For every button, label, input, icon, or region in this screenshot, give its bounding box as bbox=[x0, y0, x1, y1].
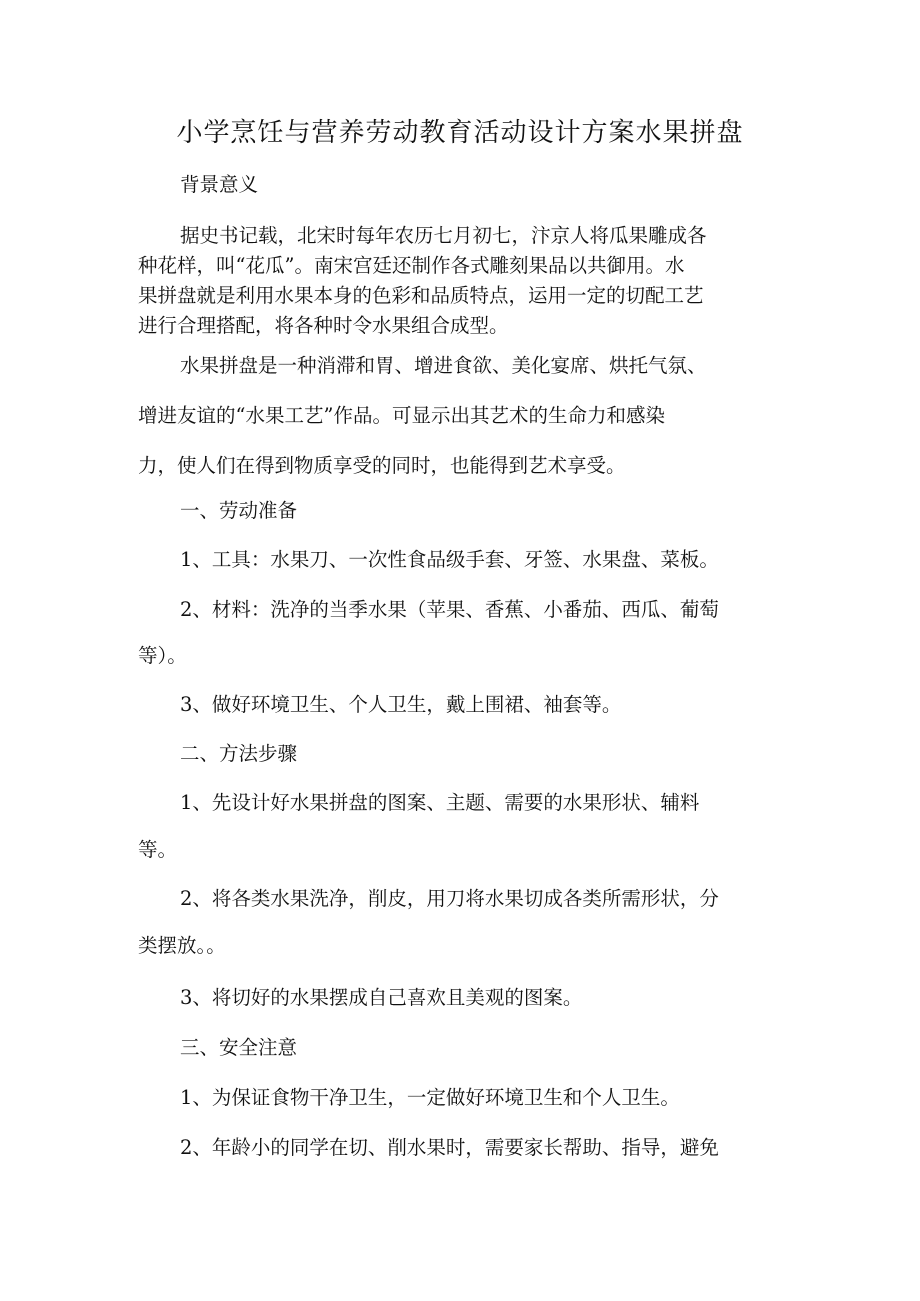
list-item-continuation: 类摆放。。 bbox=[138, 934, 226, 957]
paragraph-line: 据史书记载，北宋时每年农历七月初七，汴京人将瓜果雕成各 bbox=[180, 224, 707, 247]
list-item: 1、先设计好水果拼盘的图案、主题、需要的水果形状、辅料 bbox=[180, 791, 700, 814]
paragraph-line: 增进友谊的“水果工艺”作品。可显示出其艺术的生命力和感染 bbox=[138, 404, 665, 427]
paragraph-line: 进行合理搭配，将各种时令水果组合成型。 bbox=[138, 314, 509, 337]
paragraph-line: 水果拼盘是一种消滞和胃、增进食欲、美化宴席、烘托气氛、 bbox=[180, 354, 707, 377]
section-heading-steps: 二、方法步骤 bbox=[180, 742, 298, 765]
list-item: 3、做好环境卫生、个人卫生，戴上围裙、袖套等。 bbox=[180, 693, 622, 716]
paragraph-history bbox=[138, 221, 778, 341]
list-item: 2、年龄小的同学在切、削水果时，需要家长帮助、指导，避免 bbox=[180, 1136, 719, 1159]
section-heading-preparation: 一、劳动准备 bbox=[180, 499, 298, 522]
paragraph-line: 种花样，叫“花瓜”。南宋宫廷还制作各式雕刻果品以共御用。水 bbox=[138, 254, 685, 277]
list-item: 2、材料：洗净的当季水果（苹果、香蕉、小番茄、西瓜、葡萄 bbox=[180, 598, 719, 621]
section-heading-safety: 三、安全注意 bbox=[180, 1036, 298, 1059]
paragraph-line: 力，使人们在得到物质享受的同时，也能得到艺术享受。 bbox=[138, 454, 626, 477]
list-item: 1、工具：水果刀、一次性食品级手套、牙签、水果盘、菜板。 bbox=[180, 548, 719, 571]
list-item: 1、为保证食物干净卫生，一定做好环境卫生和个人卫生。 bbox=[180, 1086, 680, 1109]
document-title: 小学烹饪与营养劳动教育活动设计方案水果拼盘 bbox=[176, 118, 744, 148]
list-item: 3、将切好的水果摆成自己喜欢且美观的图案。 bbox=[180, 986, 583, 1009]
section-heading-background: 背景意义 bbox=[180, 173, 259, 196]
list-item: 2、将各类水果洗净，削皮，用刀将水果切成各类所需形状，分 bbox=[180, 887, 719, 910]
list-item-continuation: 等）。 bbox=[138, 644, 187, 667]
list-item-continuation: 等。 bbox=[138, 838, 178, 861]
paragraph-line: 果拼盘就是利用水果本身的色彩和品质特点，运用一定的切配工艺 bbox=[138, 284, 704, 307]
